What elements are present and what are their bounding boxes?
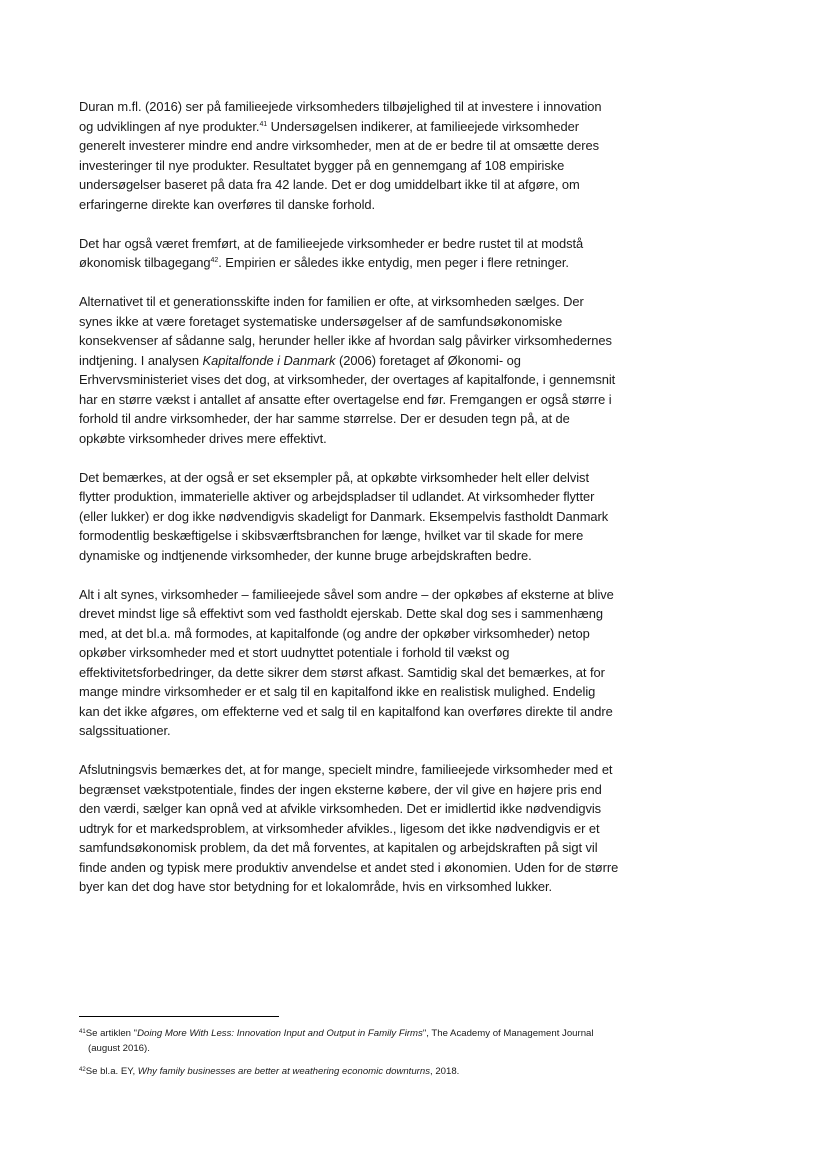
paragraph-4: Det bemærkes, at der også er set eksempler på, at opkøbte virksomheder helt eller delvist flytter produktion, immaterielle aktiver og arbejdspladser til udlandet. At virksomheder flytter (eller lukker) er dog ikke nødvendigvis skadeligt for Danmark. Eksempelvis fastholdt Danmark formodentlig beskæftigelse i skibsværftsbranchen for længe, hvilket var til skade for mere dynamiske og indtjenende virksomheder, der kunne bruge arbejdskraften bedre.	[79, 469, 609, 563]
footnote-divider	[79, 1016, 279, 1017]
footnotes	[79, 1026, 619, 1087]
text: . Empirien er således ikke entydig, men peger i flere retninger.	[218, 255, 569, 270]
text: Se artiklen "	[85, 1028, 138, 1039]
text: Det har også været fremført, at de familieejede virksomheder er bedre rustet til at modstå økonomisk tilbagegang	[79, 235, 584, 270]
paragraph-6: Afslutningsvis bemærkes det, at for mange, specielt mindre, familieejede virksomheder med et begrænset vækstpotentiale, findes der ingen eksterne købere, der vil give en højere pris end den værdi, sælger kan opnå ved at afvikle virksomheden. Det er imidlertid ikke nødvendigvis udtryk for et markedsproblem, at virksomheder afvikles., ligesom det ikke nødvendigvis er et samfundsøkonomisk problem, da det må forventes, at kapitalen og arbejdskraften på sigt vil finde anden og typisk mere produktiv anvendelse et andet sted i økonomien. Uden for de større byer kan det dog have stor betydning for et lokalområde, hvis en virksomhed lukker.	[79, 762, 619, 894]
text: ", The Academy of Management Journal (august 2016).	[88, 1028, 594, 1054]
footnote-ref-41[interactable]: 41	[259, 120, 268, 128]
footnote-mark: 41	[79, 1029, 86, 1035]
text: Duran m.fl. (2016) ser på familieejede virksomheders tilbøjelighed til at investere i innovation og udviklingen af nye produkter.	[79, 99, 602, 134]
article-title: Doing More With Less: Innovation Input and Output in Family Firms	[137, 1028, 423, 1039]
footnote-ref-42[interactable]: 42	[210, 257, 219, 264]
report-title: Why family businesses are better at weathering economic downturns	[137, 1066, 430, 1077]
paragraph-3	[79, 292, 619, 448]
text: Se bl.a. EY,	[85, 1066, 138, 1077]
paragraph-1	[79, 97, 619, 214]
footnote-mark: 42	[79, 1067, 86, 1073]
text: , 2018.	[430, 1066, 460, 1077]
body-text	[79, 97, 619, 916]
paragraph-2	[79, 234, 619, 273]
text: Undersøgelsen indikerer, at familieejede virksomheder generelt investerer mindre end andre virksomheder, men at de er bedre til at omsætte deres investeringer til nye produkter. Resultatet bygger på en gennemgang af 108 empiriske undersøgelser baseret på data fra 42 lande. Det er dog umiddelbart ikke til at afgøre, om erfaringerne direkte kan overføres til danske forhold.	[79, 118, 599, 212]
footnote-42	[79, 1064, 619, 1079]
text: (2006) foretaget af Økonomi- og Erhvervsministeriet vises det dog, at virksomheder, der overtages af kapitalfonde, i gennemsnit har en større vækst i antallet af ansatte efter overtagelse end før. Fremgangen er også større i forhold til andre virksomheder, der har samme størrelse. Der er desuden tegn på, at de opkøbte virksomheder drives mere effektivt.	[79, 352, 616, 446]
text: Alternativet til et generationsskifte inden for familien er ofte, at virksomheden sælges. Der synes ikke at være foretaget systematiske undersøgelser af de samfundsøkonomiske konsekvenser af sådanne salg, herunder heller ikke af hvordan salg påvirker virksomhedernes indtjening. I analysen	[79, 294, 612, 368]
publication-title: Kapitalfonde i Danmark	[202, 352, 336, 368]
paragraph-5: Alt i alt synes, virksomheder – familieejede såvel som andre – der opkøbes af eksterne at blive drevet mindst lige så effektivt som ved fastholdt ejerskab. Dette skal dog ses i sammenhæng med, at det bl.a. må formodes, at kapitalfonde (og andre der opkøber virksomheder) netop opkøber virksomheder med et stort uudnyttet potentiale i forhold til vækst og effektivitetsforbedringer, da dette sikrer dem størst afkast. Samtidig skal det bemærkes, at for mange mindre virksomheder er et salg til en kapitalfond ikke en realistisk mulighed. Endelig kan det ikke afgøres, om effekterne ved et salg til en kapitalfond kan overføres direkte til andre salgssituationer.	[79, 586, 614, 738]
footnote-41	[79, 1026, 619, 1056]
